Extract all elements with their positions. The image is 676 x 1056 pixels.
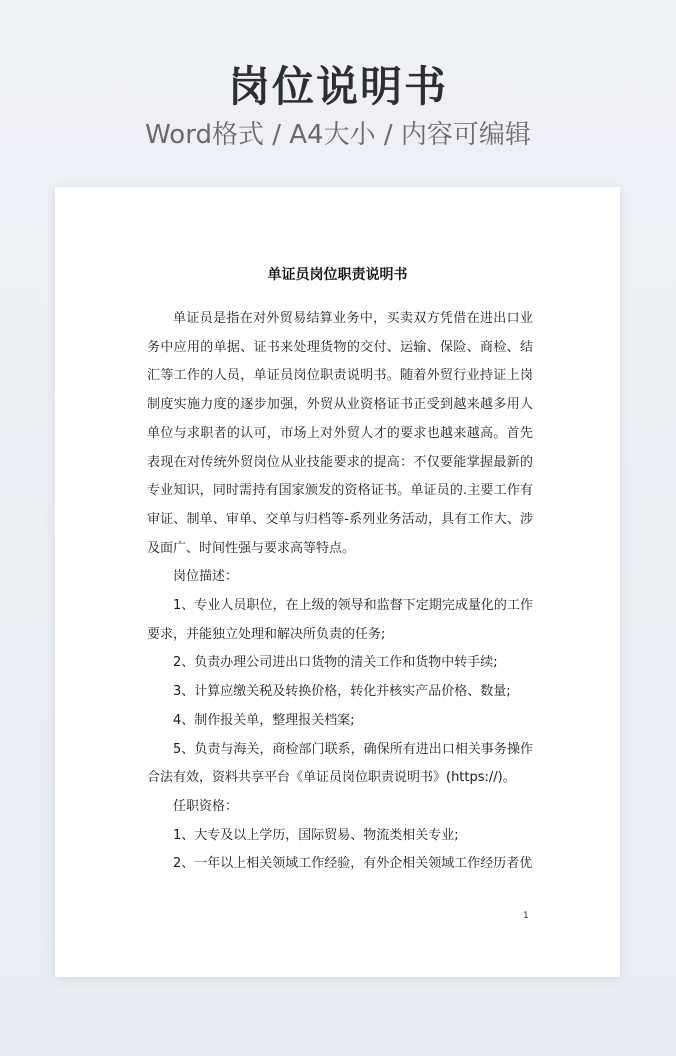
promo-title: 岗位说明书 xyxy=(227,62,448,111)
duty-item-4: 4、制作报关单，整理报关档案; xyxy=(173,712,355,728)
page-number: 1 xyxy=(523,911,529,921)
section-heading-job-description: 岗位描述： xyxy=(173,569,239,585)
document-page xyxy=(55,187,620,977)
qualification-item-2: 2、一年以上相关领域工作经验，有外企相关领域工作经历者优 xyxy=(173,856,533,872)
document-body xyxy=(147,305,533,879)
promo-subtitle: Word格式 / A4大小 / 内容可编辑 xyxy=(145,120,531,150)
duty-item-5: 5、负责与海关，商检部门联系，确保所有进出口相关事务操作合法有效，资料共享平台《单证员岗位职责说明书》(https://)。 xyxy=(147,741,533,786)
duty-item-1: 1、专业人员职位，在上级的领导和监督下定期完成量化的工作要求，并能独立处理和解决所负责的任务; xyxy=(147,598,533,642)
intro-paragraph: 单证员是指在对外贸易结算业务中，买卖双方凭借在进出口业务中应用的单据、证书来处理货物的交付、运输、保险、商检、结汇等工作的人员，单证员岗位职责说明书。随着外贸行业持证上岗制度实施力度的逐步加强，外贸从业资格证书正受到越来越多用人单位与求职者的认可，市场上对外贸人才的要求也越来越高。首先表现在对传统外贸岗位从业技能要求的提高：不仅要能掌握最新的专业知识，同时需持有国家颁发的资格证书。单证员的.主要工作有审证、制单、审单、交单与归档等-系列业务活动，具有工作大、涉及面广、时间性强与要求高等特点。 xyxy=(147,311,533,556)
qualification-item-1: 1、大专及以上学历，国际贸易、物流类相关专业; xyxy=(173,827,459,843)
document-title: 单证员岗位职责说明书 xyxy=(267,267,408,283)
duty-item-2: 2、负责办理公司进出口货物的清关工作和货物中转手续; xyxy=(173,655,498,671)
section-heading-qualifications: 任职资格： xyxy=(173,798,239,814)
promo-header xyxy=(0,62,676,152)
duty-item-3: 3、计算应缴关税及转换价格，转化并核实产品价格、数量; xyxy=(173,684,511,700)
